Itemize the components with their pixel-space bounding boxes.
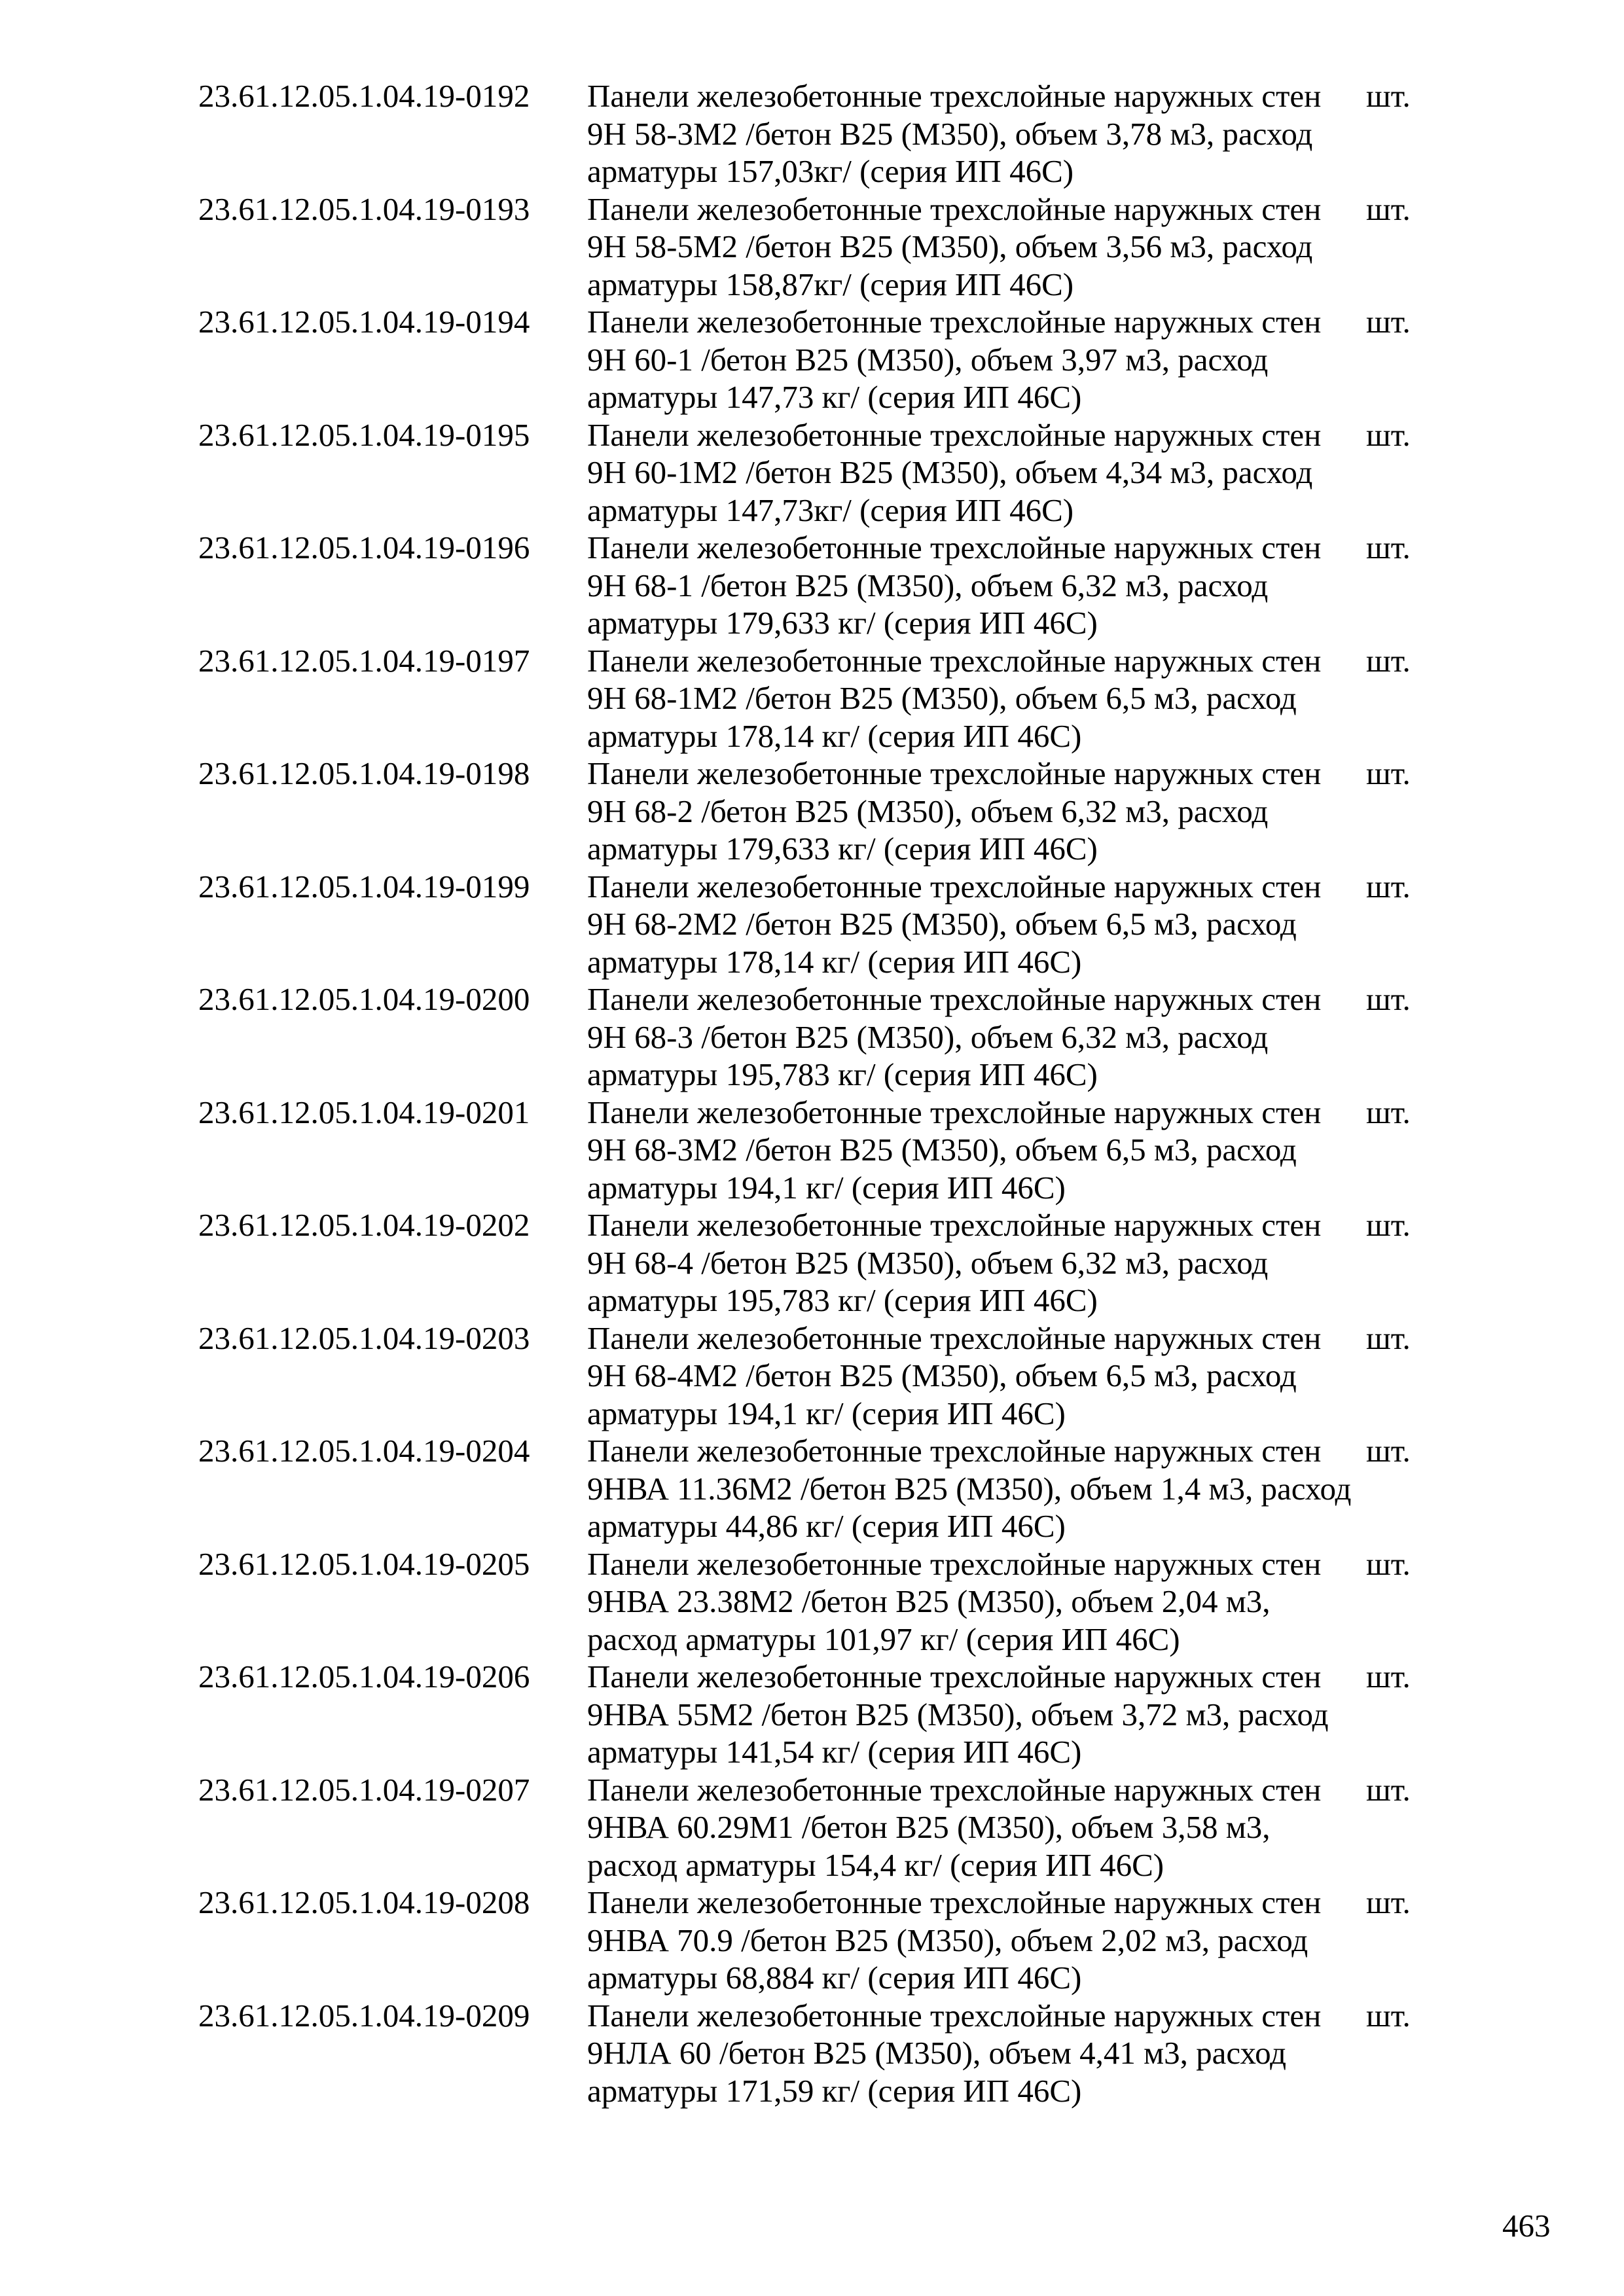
unit-of-measure: шт.	[1366, 1771, 1411, 1808]
unit-of-measure: шт.	[1366, 1997, 1411, 2034]
resource-code: 23.61.12.05.1.04.19-0209	[198, 1997, 530, 2034]
resource-code: 23.61.12.05.1.04.19-0193	[198, 190, 530, 227]
page-number: 463	[1502, 2208, 1551, 2244]
price-list-table	[198, 77, 1442, 2109]
unit-of-measure: шт.	[1366, 416, 1411, 453]
resource-description: Панели железобетонные трехслойные наружных стен 9НВА 60.29М1 /бетон В25 (М350), объем 3,58 м3, расход арматуры 154,4 кг/ (серия ИП 46С)	[587, 1771, 1322, 1883]
resource-description: Панели железобетонные трехслойные наружных стен 9Н 68-2М2 /бетон В25 (М350), объем 6,5 м3, расход арматуры 178,14 кг/ (серия ИП 46С)	[587, 868, 1322, 980]
resource-code: 23.61.12.05.1.04.19-0197	[198, 642, 530, 679]
unit-of-measure: шт.	[1366, 1319, 1411, 1356]
resource-description: Панели железобетонные трехслойные наружных стен 9Н 68-4 /бетон В25 (М350), объем 6,32 м3, расход арматуры 195,783 кг/ (серия ИП 46С)	[587, 1207, 1322, 1318]
table-row	[198, 642, 1442, 755]
resource-description: Панели железобетонные трехслойные наружных стен 9Н 60-1 /бетон В25 (М350), объем 3,97 м3, расход арматуры 147,73 кг/ (серия ИП 46С)	[587, 304, 1322, 415]
resource-code: 23.61.12.05.1.04.19-0206	[198, 1659, 530, 1695]
resource-code: 23.61.12.05.1.04.19-0192	[198, 78, 530, 114]
table-row	[198, 190, 1442, 304]
resource-code: 23.61.12.05.1.04.19-0201	[198, 1094, 530, 1130]
resource-description: Панели железобетонные трехслойные наружных стен 9НВА 55М2 /бетон В25 (М350), объем 3,72 м3, расход арматуры 141,54 кг/ (серия ИП 46С)	[587, 1659, 1329, 1770]
unit-of-measure: шт.	[1366, 190, 1411, 227]
resource-description: Панели железобетонные трехслойные наружных стен 9Н 68-4М2 /бетон В25 (М350), объем 6,5 м3, расход арматуры 194,1 кг/ (серия ИП 46С)	[587, 1319, 1322, 1431]
table-row	[198, 1094, 1442, 1207]
resource-code: 23.61.12.05.1.04.19-0198	[198, 755, 530, 791]
table-row	[198, 1432, 1442, 1545]
unit-of-measure: шт.	[1366, 868, 1411, 905]
unit-of-measure: шт.	[1366, 1433, 1411, 1469]
resource-code: 23.61.12.05.1.04.19-0199	[198, 868, 530, 905]
table-row	[198, 1545, 1442, 1659]
table-row	[198, 1206, 1442, 1319]
table-row	[198, 1884, 1442, 1997]
resource-code: 23.61.12.05.1.04.19-0203	[198, 1319, 530, 1356]
table-row	[198, 755, 1442, 868]
resource-description: Панели железобетонные трехслойные наружных стен 9Н 68-1 /бетон В25 (М350), объем 6,32 м3, расход арматуры 179,633 кг/ (серия ИП 46С)	[587, 529, 1322, 641]
unit-of-measure: шт.	[1366, 755, 1411, 791]
resource-description: Панели железобетонные трехслойные наружных стен 9Н 68-3М2 /бетон В25 (М350), объем 6,5 м3, расход арматуры 194,1 кг/ (серия ИП 46С)	[587, 1094, 1322, 1206]
table-row	[198, 303, 1442, 416]
resource-description: Панели железобетонные трехслойные наружных стен 9Н 58-3М2 /бетон В25 (М350), объем 3,78 м3, расход арматуры 157,03кг/ (серия ИП 46С)	[587, 78, 1322, 189]
resource-description: Панели железобетонные трехслойные наружных стен 9НВА 23.38М2 /бетон В25 (М350), объем 2,04 м3, расход арматуры 101,97 кг/ (серия ИП 46С)	[587, 1545, 1322, 1657]
resource-code: 23.61.12.05.1.04.19-0196	[198, 529, 530, 565]
resource-code: 23.61.12.05.1.04.19-0204	[198, 1433, 530, 1469]
table-row	[198, 1997, 1442, 2110]
table-row	[198, 416, 1442, 529]
resource-code: 23.61.12.05.1.04.19-0195	[198, 416, 530, 453]
resource-code: 23.61.12.05.1.04.19-0194	[198, 304, 530, 340]
unit-of-measure: шт.	[1366, 304, 1411, 340]
table-row	[198, 77, 1442, 190]
unit-of-measure: шт.	[1366, 1884, 1411, 1920]
resource-code: 23.61.12.05.1.04.19-0208	[198, 1884, 530, 1920]
table-row	[198, 1319, 1442, 1433]
resource-description: Панели железобетонные трехслойные наружных стен 9НВА 70.9 /бетон В25 (М350), объем 2,02 м3, расход арматуры 68,884 кг/ (серия ИП 46С)	[587, 1884, 1322, 1996]
unit-of-measure: шт.	[1366, 1659, 1411, 1695]
resource-description: Панели железобетонные трехслойные наружных стен 9Н 68-2 /бетон В25 (М350), объем 6,32 м3, расход арматуры 179,633 кг/ (серия ИП 46С)	[587, 755, 1322, 867]
table-row	[198, 529, 1442, 642]
resource-code: 23.61.12.05.1.04.19-0207	[198, 1771, 530, 1808]
unit-of-measure: шт.	[1366, 1094, 1411, 1130]
unit-of-measure: шт.	[1366, 642, 1411, 679]
table-row	[198, 1771, 1442, 1884]
unit-of-measure: шт.	[1366, 1207, 1411, 1243]
unit-of-measure: шт.	[1366, 1545, 1411, 1582]
unit-of-measure: шт.	[1366, 981, 1411, 1017]
resource-description: Панели железобетонные трехслойные наружных стен 9НВА 11.36М2 /бетон В25 (М350), объем 1,4 м3, расход арматуры 44,86 кг/ (серия ИП 46С)	[587, 1433, 1352, 1544]
table-row	[198, 868, 1442, 981]
resource-description: Панели железобетонные трехслойные наружных стен 9Н 68-1М2 /бетон В25 (М350), объем 6,5 м3, расход арматуры 178,14 кг/ (серия ИП 46С)	[587, 642, 1322, 754]
resource-description: Панели железобетонные трехслойные наружных стен 9НЛА 60 /бетон В25 (М350), объем 4,41 м3, расход арматуры 171,59 кг/ (серия ИП 46С)	[587, 1997, 1322, 2109]
resource-code: 23.61.12.05.1.04.19-0200	[198, 981, 530, 1017]
resource-code: 23.61.12.05.1.04.19-0205	[198, 1545, 530, 1582]
unit-of-measure: шт.	[1366, 78, 1411, 114]
resource-code: 23.61.12.05.1.04.19-0202	[198, 1207, 530, 1243]
resource-description: Панели железобетонные трехслойные наружных стен 9Н 68-3 /бетон В25 (М350), объем 6,32 м3, расход арматуры 195,783 кг/ (серия ИП 46С)	[587, 981, 1322, 1092]
table-row	[198, 1658, 1442, 1771]
resource-description: Панели железобетонные трехслойные наружных стен 9Н 60-1М2 /бетон В25 (М350), объем 4,34 м3, расход арматуры 147,73кг/ (серия ИП 46С)	[587, 416, 1322, 528]
unit-of-measure: шт.	[1366, 529, 1411, 565]
table-row	[198, 980, 1442, 1094]
resource-description: Панели железобетонные трехслойные наружных стен 9Н 58-5М2 /бетон В25 (М350), объем 3,56 м3, расход арматуры 158,87кг/ (серия ИП 46С)	[587, 190, 1322, 302]
